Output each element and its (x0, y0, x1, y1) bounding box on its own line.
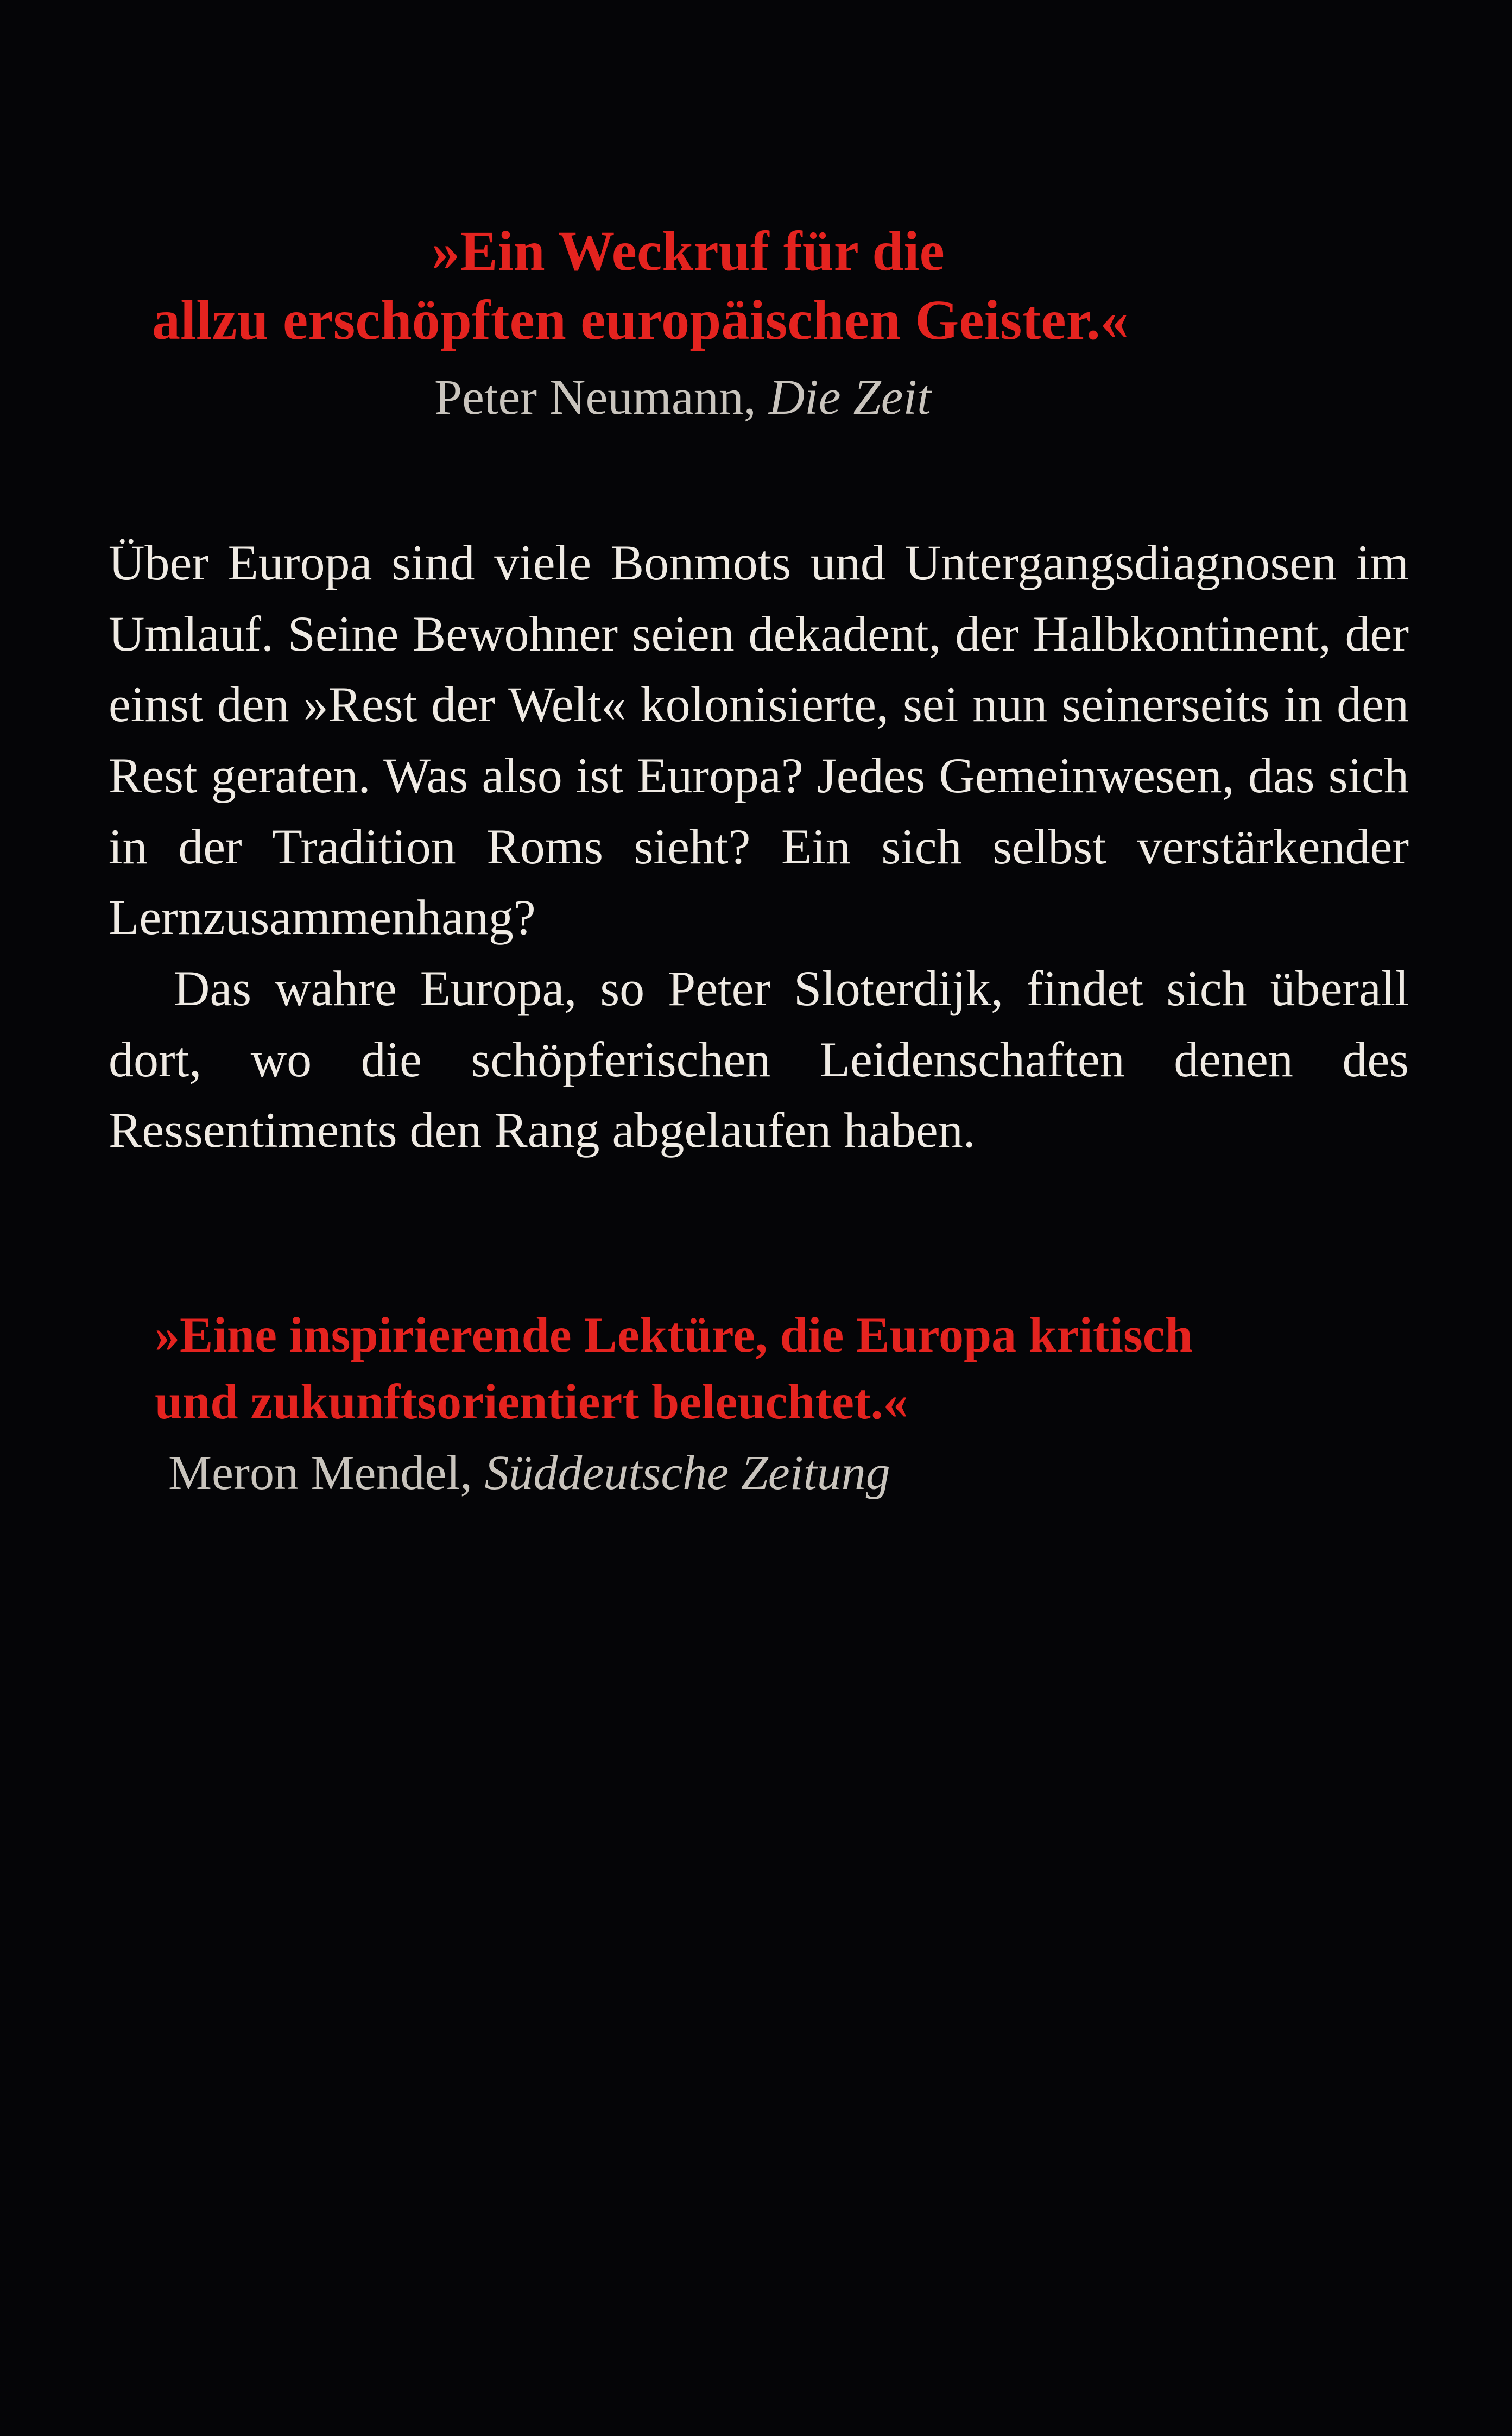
blurb-text (109, 527, 1409, 1166)
bottom-pull-quote-line-1: »Eine inspirierende Lektüre, die Europa kritisch (155, 1307, 1193, 1362)
bottom-quote-attribution-source: Süddeutsche Zeitung (484, 1446, 890, 1500)
bottom-pull-quote (155, 1302, 1412, 1436)
top-quote-attribution-name: Peter Neumann, (434, 369, 769, 425)
bottom-pull-quote-line-2: und zukunftsorientiert beleuchtet.« (155, 1374, 908, 1430)
cover-content (109, 217, 1412, 1503)
bottom-quote-attribution (168, 1444, 1412, 1503)
top-quote-attribution (434, 367, 1412, 427)
blurb-paragraph-1: Über Europa sind viele Bonmots und Untergangsdiagnosen im Umlauf. Seine Bewohner seien dekadent, der Halbkontinent, der einst den »Rest der Welt« kolonisierte, sei nun seinerseits in den Rest geraten. Was also ist Europa? Jedes Gemeinwesen, das sich in der Tradition Roms sieht? Ein sich selbst verstärkender Lernzusammenhang? (109, 535, 1409, 945)
blurb-paragraph-2: Das wahre Europa, so Peter Sloterdijk, findet sich überall dort, wo die schöpferischen Leidenschaften denen des Ressentiments den Rang abgelaufen haben. (109, 960, 1409, 1158)
top-pull-quote (109, 217, 1412, 355)
top-quote-attribution-source: Die Zeit (768, 369, 931, 425)
top-pull-quote-line-1: »Ein Weckruf für die (432, 220, 945, 282)
top-pull-quote-line-2: allzu erschöpften europäischen Geister.« (152, 288, 1129, 351)
bottom-quote-attribution-name: Meron Mendel, (168, 1446, 485, 1500)
